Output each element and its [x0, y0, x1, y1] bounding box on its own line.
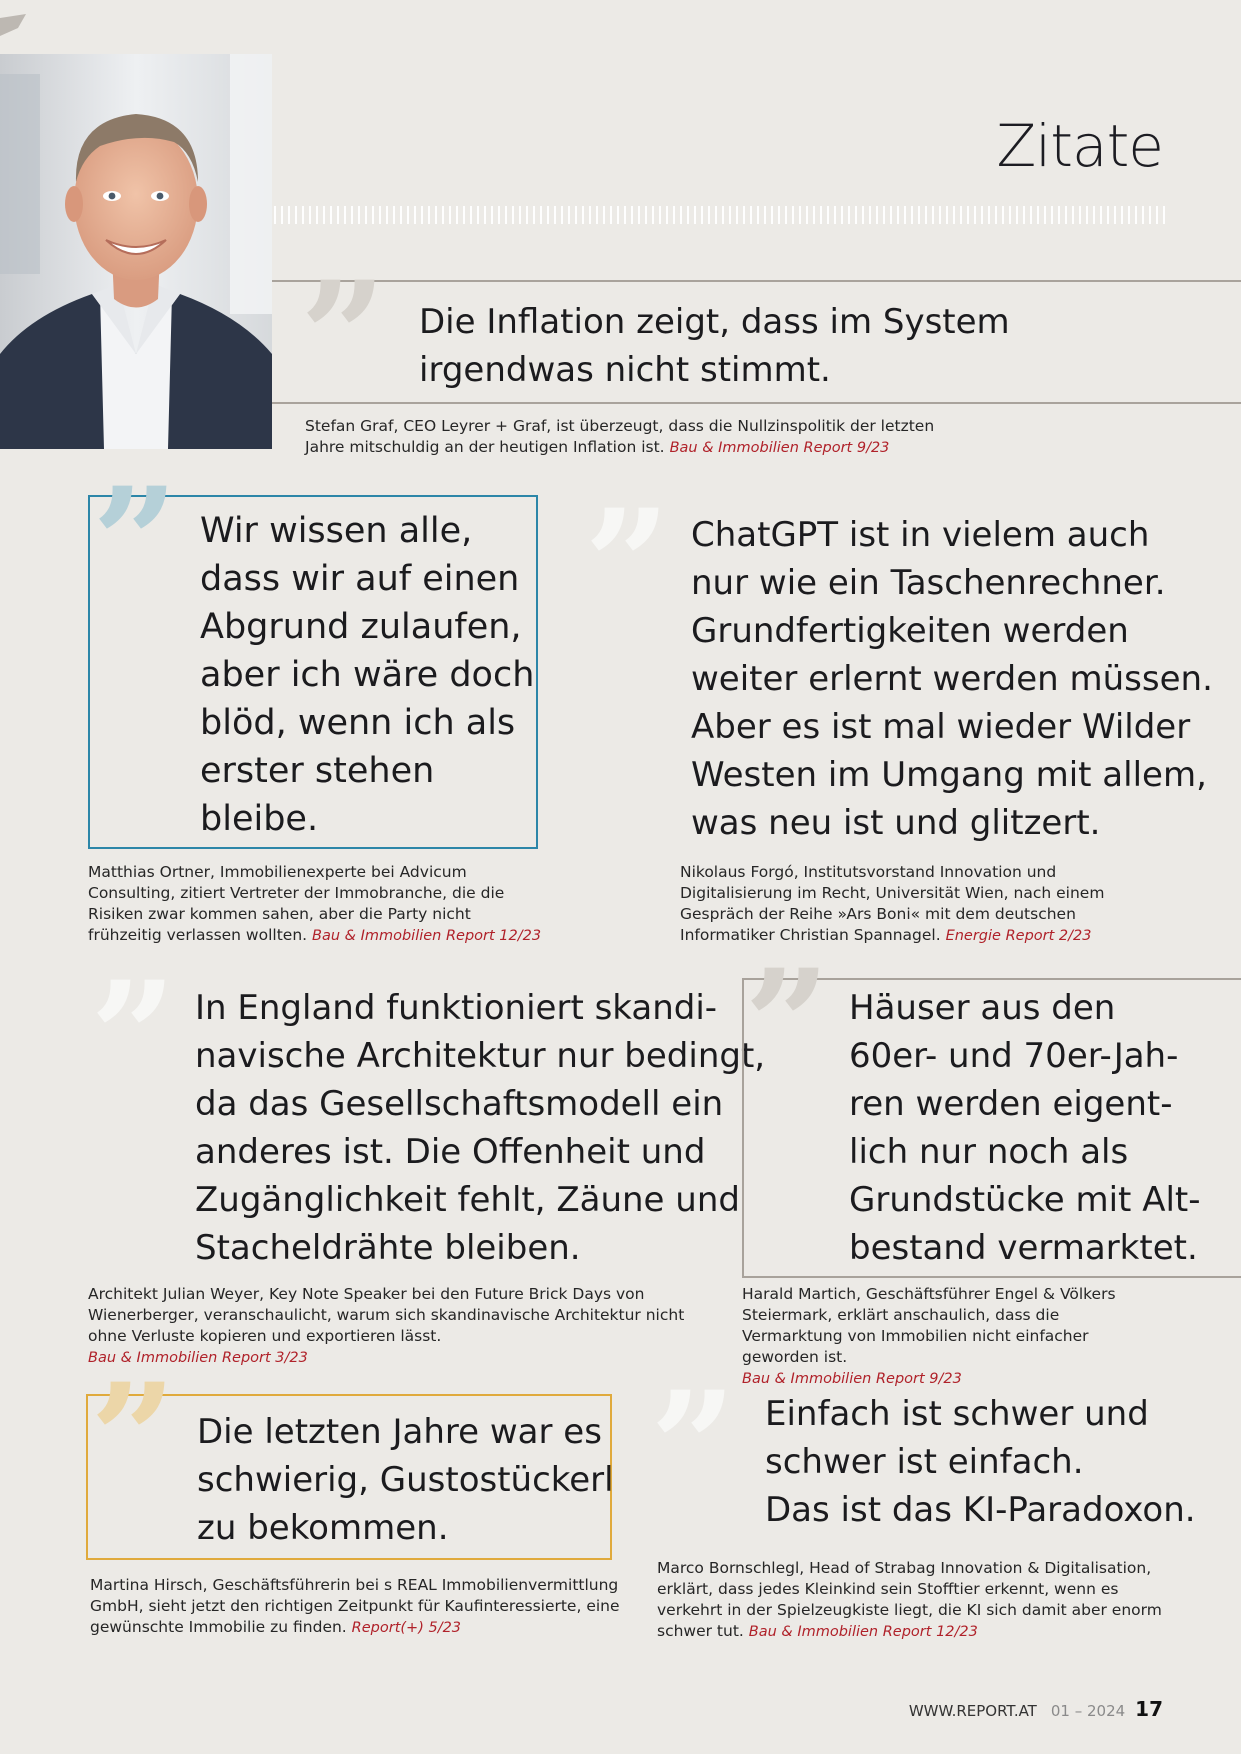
quote-7-source: Bau & Immobilien Report 12/23: [748, 1624, 978, 1640]
quote-6-text: [197, 1408, 614, 1552]
quote-3-caption-text: Nikolaus Forgó, Institutsvorstand Innovation und Digitalisierung im Recht, Universität Wien, nach einem Gespräch der Reihe »Ars Boni« mit dem deutschen Informatiker Christian Spannagel.: [680, 863, 1105, 944]
quote-2-line: blöd, wenn ich als: [200, 703, 516, 743]
footer-page-number: 17: [1135, 1697, 1163, 1721]
quote-1-caption: [305, 416, 955, 459]
quote-3-line: Aber es ist mal wieder Wilder: [691, 707, 1191, 747]
quote-3-text: [691, 511, 1213, 847]
quote-2-caption: [88, 862, 548, 947]
quote-4-line: navische Architektur nur bedingt,: [195, 1036, 766, 1076]
quote-1-text: [419, 298, 1010, 394]
quote-2-text: [200, 507, 534, 843]
quote-1-line: irgendwas nicht stimmt.: [419, 350, 831, 390]
footer-issue: 01 – 2024: [1050, 1702, 1126, 1720]
quote-3-mark-icon: ”: [584, 477, 653, 653]
quote-7-line: schwer ist einfach.: [765, 1442, 1084, 1482]
quote-3-source: Energie Report 2/23: [945, 928, 1092, 944]
quote-5-line: ren werden eigent-: [849, 1084, 1173, 1124]
quote-3-line: Westen im Umgang mit allem,: [691, 755, 1207, 795]
quote-5-line: bestand vermarktet.: [849, 1228, 1198, 1268]
quote-1-mark-icon: ”: [300, 249, 369, 425]
quote-5-line: 60er- und 70er-Jah-: [849, 1036, 1179, 1076]
portrait-photo: [0, 54, 272, 449]
quote-5-line: Häuser aus den: [849, 988, 1116, 1028]
quote-5-mark-icon: ”: [744, 937, 813, 1113]
quote-6-line: schwierig, Gustostückerl: [197, 1460, 614, 1500]
quote-5-caption-text: Harald Martich, Geschäftsführer Engel & Völkers Steiermark, erklärt anschaulich, dass die Vermarktung von Immobilien nicht einfacher geworden ist.: [742, 1285, 1116, 1366]
quote-1-line: Die Inflation zeigt, dass im System: [419, 302, 1010, 342]
quote-5-line: Grundstücke mit Alt-: [849, 1180, 1201, 1220]
quote-4-text: [195, 984, 765, 1272]
quote-2-line: Abgrund zulaufen,: [200, 607, 522, 647]
quote-2-line: aber ich wäre doch: [200, 655, 535, 695]
quote-4-line: Stacheldrähte bleiben.: [195, 1228, 581, 1268]
page-title: Zitate: [996, 112, 1163, 180]
page-footer: [909, 1697, 1163, 1721]
decorative-tick-strip: [274, 206, 1166, 224]
quote-1-caption-text: Stefan Graf, CEO Leyrer + Graf, ist überzeugt, dass die Nullzinspolitik der letzten Jahre mitschuldig an der heutigen Inflation ist.: [305, 417, 935, 456]
quote-6-caption-text: Martina Hirsch, Geschäftsführerin bei s REAL Immobilienvermittlung GmbH, sieht jetzt den richtigen Zeitpunkt für Kaufinteressierte, eine gewünschte Immobilie zu finden.: [90, 1576, 620, 1636]
quote-7-line: Einfach ist schwer und: [765, 1394, 1149, 1434]
quote-5-text: [849, 984, 1201, 1272]
quote-4-source: Bau & Immobilien Report 3/23: [88, 1350, 308, 1366]
quote-4-line: da das Gesellschaftsmodell ein: [195, 1084, 724, 1124]
quote-2-source: Bau & Immobilien Report 12/23: [312, 928, 542, 944]
quote-2-line: dass wir auf einen: [200, 559, 520, 599]
corner-decoration: [0, 14, 28, 36]
quote-2-line: bleibe.: [200, 799, 319, 839]
quote-4-mark-icon: ”: [90, 949, 159, 1125]
quote-2-line: erster stehen: [200, 751, 435, 791]
quote-7-text: [765, 1390, 1196, 1534]
quote-2-line: Wir wissen alle,: [200, 511, 473, 551]
quote-3-line: nur wie ein Taschenrechner.: [691, 563, 1166, 603]
quote-3-caption: [680, 862, 1150, 947]
quote-7-caption: [657, 1558, 1167, 1643]
footer-site-link[interactable]: WWW.REPORT.AT: [908, 1702, 1037, 1720]
quote-4-line: anderes ist. Die Offenheit und: [195, 1132, 706, 1172]
quote-4-line: Zugänglichkeit fehlt, Zäune und: [195, 1180, 740, 1220]
quote-7-line: Das ist das KI-Paradoxon.: [765, 1490, 1196, 1530]
quote-6-source: Report(+) 5/23: [351, 1620, 462, 1636]
quote-1-bottom-rule: [272, 402, 1241, 404]
quote-3-line: was neu ist und glitzert.: [691, 803, 1101, 843]
quote-6-caption: [90, 1575, 620, 1639]
quote-4-line: In England funktioniert skandi-: [195, 988, 718, 1028]
quote-6-line: Die letzten Jahre war es: [197, 1412, 602, 1452]
quote-1-source: Bau & Immobilien Report 9/23: [669, 440, 890, 456]
quote-7-mark-icon: ”: [650, 1359, 719, 1535]
quote-3-line: ChatGPT ist in vielem auch: [691, 515, 1150, 555]
quote-2-caption-text: Matthias Ortner, Immobilienexperte bei Advicum Consulting, zitiert Vertreter der Immobranche, die die Risiken zwar kommen sahen, aber die Party nicht frühzeitig verlassen wollten.: [88, 863, 505, 944]
quote-3-line: weiter erlernt werden müssen.: [691, 659, 1213, 699]
quote-6-line: zu bekommen.: [197, 1508, 449, 1548]
quote-5-caption: [742, 1284, 1162, 1390]
quote-7-caption-text: Marco Bornschlegl, Head of Strabag Innovation & Digitalisation, erklärt, dass jedes Kleinkind sein Stofftier erkennt, wenn es verkehrt in der Spielzeugkiste liegt, die KI sich damit aber enorm schwer tut.: [657, 1559, 1162, 1640]
quote-4-caption: [88, 1284, 688, 1369]
quote-3-line: Grundfertigkeiten werden: [691, 611, 1129, 651]
quote-6-mark-icon: ”: [90, 1351, 159, 1527]
quote-4-caption-text: Architekt Julian Weyer, Key Note Speaker bei den Future Brick Days von Wienerberger, veranschaulicht, warum sich skandinavische Architektur nicht ohne Verluste kopieren und exportieren lässt.: [88, 1285, 685, 1345]
quote-2-mark-icon: ”: [92, 455, 161, 631]
quote-5-line: lich nur noch als: [849, 1132, 1129, 1172]
quote-1-top-rule: [272, 280, 1241, 282]
quote-5-source: Bau & Immobilien Report 9/23: [742, 1371, 962, 1387]
